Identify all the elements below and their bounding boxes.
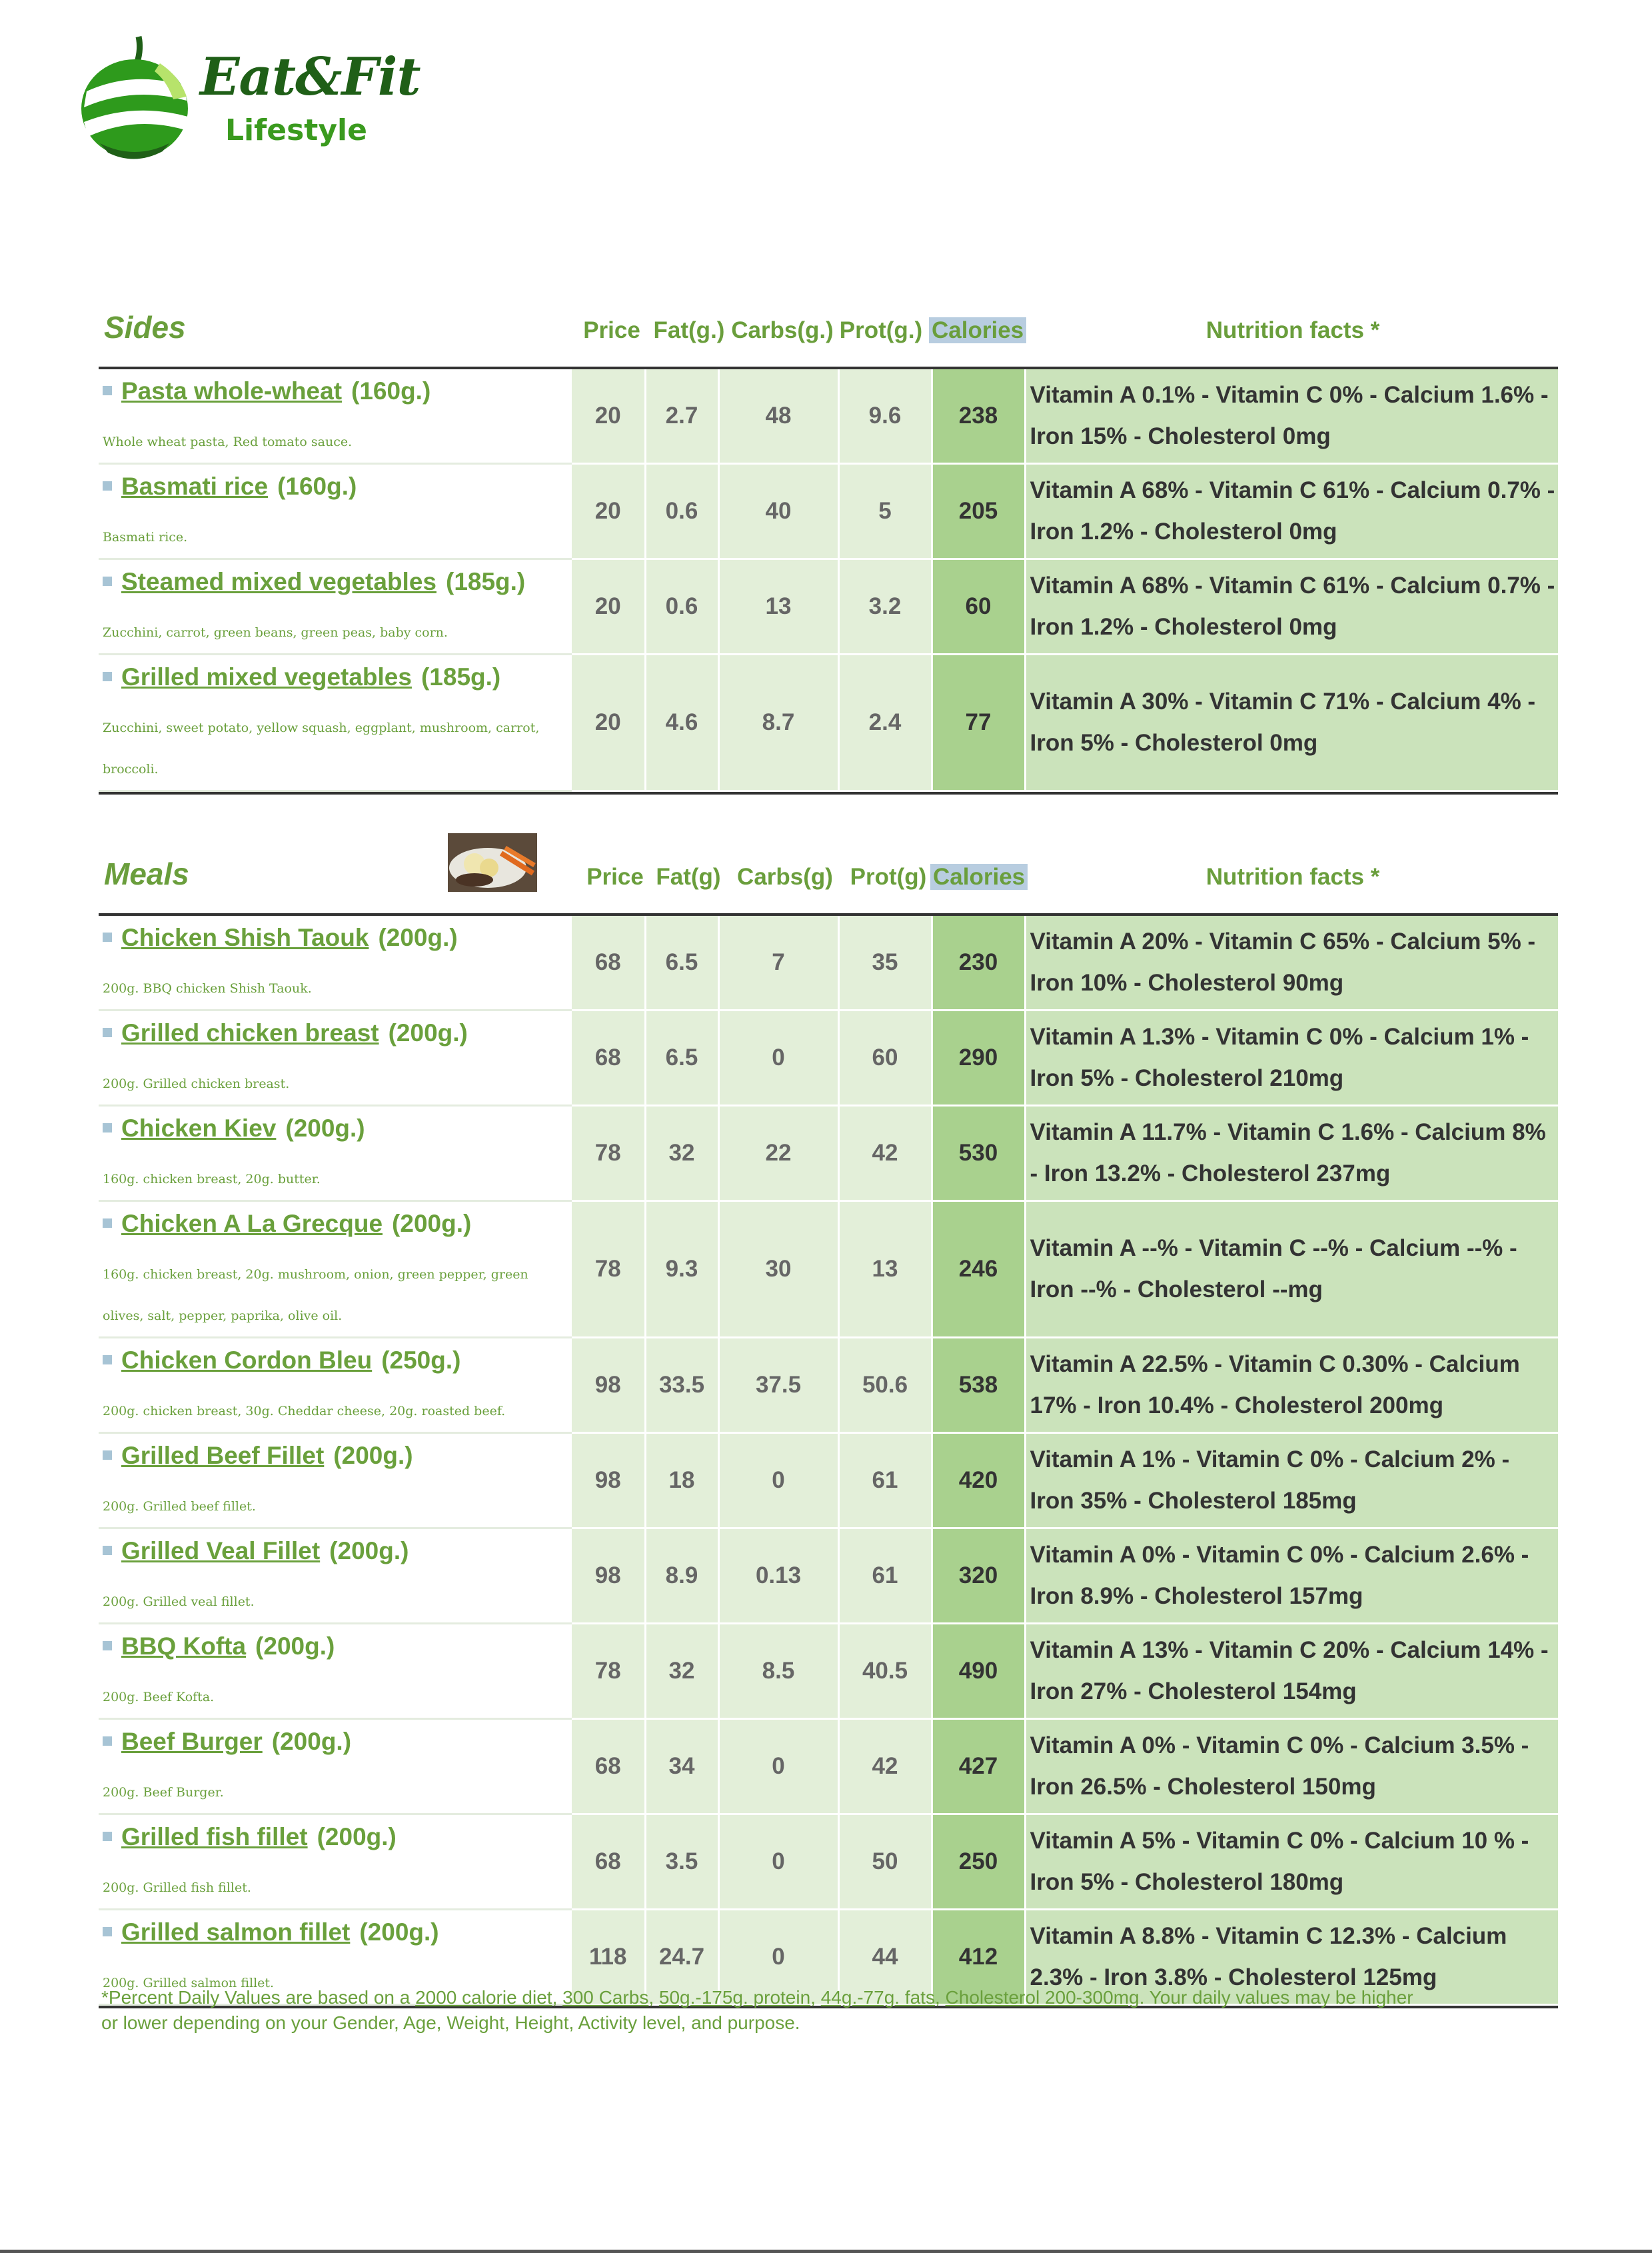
- carbs-cell: 0: [718, 1910, 838, 2005]
- meals-header-prot: Prot(g): [850, 864, 927, 890]
- item-cell: [99, 1528, 572, 1624]
- bullet-icon: [103, 386, 112, 395]
- sides-table: [99, 369, 1558, 792]
- calories-cell: 427: [932, 1719, 1025, 1814]
- item-name-link[interactable]: Grilled salmon fillet: [121, 1918, 351, 1946]
- footnote-link-carbs[interactable]: 300 Carbs: [562, 1987, 649, 2008]
- fat-cell: 4.6: [645, 655, 718, 791]
- nutrition-facts-cell: Vitamin A 1.3% - Vitamin C 0% - Calcium 1% - Iron 5% - Cholesterol 210mg: [1025, 1011, 1558, 1106]
- item-size: (200g.): [285, 1115, 365, 1142]
- item-size: (250g.): [381, 1346, 461, 1374]
- item-description: Basmati rice.: [103, 530, 188, 545]
- item-description: 200g. Beef Burger.: [103, 1785, 224, 1800]
- price-cell: 20: [572, 655, 645, 791]
- item-name-line: [99, 1346, 572, 1374]
- item-name-link[interactable]: Pasta whole-wheat: [121, 377, 343, 405]
- fat-cell: 33.5: [645, 1338, 718, 1433]
- item-name-line: [99, 568, 572, 596]
- item-size: (200g.): [329, 1537, 409, 1564]
- menu-row: [99, 1814, 1558, 1910]
- item-description: 200g. Grilled beef fillet.: [103, 1499, 256, 1514]
- protein-cell: 44: [838, 1910, 932, 2005]
- item-description: Zucchini, carrot, green beans, green peas, baby corn.: [103, 625, 448, 640]
- item-cell: [99, 1011, 572, 1106]
- meals-header-price: Price: [586, 864, 644, 890]
- item-name-line: [99, 473, 572, 501]
- nutrition-facts-cell: Vitamin A 68% - Vitamin C 61% - Calcium 0.7% - Iron 1.2% - Cholesterol 0mg: [1025, 464, 1558, 559]
- item-description: 200g. Grilled chicken breast.: [103, 1077, 290, 1091]
- sides-header-prot: Prot(g.): [839, 317, 923, 343]
- carbs-cell: 0: [718, 1719, 838, 1814]
- protein-cell: 50: [838, 1814, 932, 1910]
- meals-header: [99, 833, 1558, 913]
- meals-header-fat: Fat(g): [656, 864, 721, 890]
- menu-row: [99, 1106, 1558, 1201]
- calories-cell: 77: [932, 655, 1025, 791]
- meals-header-facts: Nutrition facts *: [1206, 864, 1380, 890]
- bullet-icon: [103, 1832, 112, 1841]
- item-size: (200g.): [388, 1019, 468, 1047]
- item-size: (200g.): [359, 1918, 439, 1946]
- item-name-line: [99, 1019, 572, 1047]
- calories-cell: 250: [932, 1814, 1025, 1910]
- carbs-cell: 40: [718, 464, 838, 559]
- item-cell: [99, 916, 572, 1011]
- protein-cell: 9.6: [838, 369, 932, 464]
- bullet-icon: [103, 481, 112, 491]
- item-cell: [99, 464, 572, 559]
- carbs-cell: 0: [718, 1011, 838, 1106]
- price-cell: 78: [572, 1201, 645, 1338]
- price-cell: 68: [572, 1814, 645, 1910]
- bullet-icon: [103, 1641, 112, 1650]
- nutrition-facts-cell: Vitamin A --% - Vitamin C --% - Calcium --% - Iron --% - Cholesterol --mg: [1025, 1201, 1558, 1338]
- item-description: 160g. chicken breast, 20g. mushroom, onion, green pepper, green olives, salt, pepper, paprika, olive oil.: [103, 1267, 528, 1323]
- calories-cell: 490: [932, 1624, 1025, 1719]
- footnote-prefix: *Percent Daily Values are based on a: [101, 1987, 416, 2008]
- protein-cell: 35: [838, 916, 932, 1011]
- sides-header-facts: Nutrition facts *: [1206, 317, 1380, 343]
- nutrition-facts-cell: Vitamin A 22.5% - Vitamin C 0.30% - Calcium 17% - Iron 10.4% - Cholesterol 200mg: [1025, 1338, 1558, 1433]
- brand-name: Eat&Fit: [200, 47, 420, 107]
- calories-cell: 420: [932, 1433, 1025, 1528]
- nutrition-facts-cell: Vitamin A 1% - Vitamin C 0% - Calcium 2% - Iron 35% - Cholesterol 185mg: [1025, 1433, 1558, 1528]
- protein-cell: 42: [838, 1106, 932, 1201]
- protein-cell: 13: [838, 1201, 932, 1338]
- meals-header-carbs: Carbs(g): [737, 864, 833, 890]
- item-cell: [99, 1719, 572, 1814]
- item-description: 200g. Beef Kofta.: [103, 1690, 215, 1704]
- item-size: (160g.): [277, 473, 357, 500]
- meals-section: [99, 833, 1558, 2008]
- price-cell: 20: [572, 464, 645, 559]
- sides-header-carbs: Carbs(g.): [731, 317, 834, 343]
- sides-header-fat: Fat(g.): [653, 317, 725, 343]
- fat-cell: 9.3: [645, 1201, 718, 1338]
- item-cell: [99, 1338, 572, 1433]
- calories-cell: 238: [932, 369, 1025, 464]
- item-cell: [99, 1624, 572, 1719]
- item-name-line: [99, 1115, 572, 1142]
- footnote-sep: ,: [810, 1987, 821, 2008]
- item-size: (185g.): [420, 663, 501, 691]
- menu-row: [99, 1201, 1558, 1338]
- bullet-icon: [103, 1355, 112, 1364]
- nutrition-facts-cell: Vitamin A 30% - Vitamin C 71% - Calcium 4% - Iron 5% - Cholesterol 0mg: [1025, 655, 1558, 791]
- menu-row: [99, 655, 1558, 791]
- fat-cell: 34: [645, 1719, 718, 1814]
- protein-cell: 42: [838, 1719, 932, 1814]
- nutrition-facts-cell: Vitamin A 0.1% - Vitamin C 0% - Calcium 1.6% - Iron 15% - Cholesterol 0mg: [1025, 369, 1558, 464]
- sides-bottom-rule: [99, 792, 1558, 795]
- item-name-line: [99, 1918, 572, 1946]
- price-cell: 118: [572, 1910, 645, 2005]
- item-cell: [99, 655, 572, 791]
- item-name-link[interactable]: Basmati rice: [121, 473, 269, 500]
- calories-cell: 530: [932, 1106, 1025, 1201]
- protein-cell: 2.4: [838, 655, 932, 791]
- protein-cell: 50.6: [838, 1338, 932, 1433]
- calories-cell: 230: [932, 916, 1025, 1011]
- calories-cell: 290: [932, 1011, 1025, 1106]
- carbs-cell: 37.5: [718, 1338, 838, 1433]
- item-name-link[interactable]: Beef Burger: [121, 1728, 263, 1755]
- protein-cell: 60: [838, 1011, 932, 1106]
- menu-row: [99, 1719, 1558, 1814]
- calories-cell: 320: [932, 1528, 1025, 1624]
- apple-logo-icon: [80, 30, 200, 163]
- protein-cell: 40.5: [838, 1624, 932, 1719]
- item-description: 200g. Grilled veal fillet.: [103, 1594, 255, 1609]
- calories-cell: 60: [932, 559, 1025, 655]
- item-name-link[interactable]: Chicken A La Grecque: [121, 1210, 383, 1237]
- protein-cell: 3.2: [838, 559, 932, 655]
- footnote-sep: ,: [552, 1987, 563, 2008]
- item-name-link[interactable]: Grilled Veal Fillet: [121, 1537, 321, 1564]
- price-cell: 20: [572, 369, 645, 464]
- item-name-link[interactable]: Grilled Beef Fillet: [121, 1442, 325, 1469]
- item-cell: [99, 1433, 572, 1528]
- calories-cell: 205: [932, 464, 1025, 559]
- item-size: (160g.): [351, 377, 431, 405]
- menu-row: [99, 1528, 1558, 1624]
- item-cell: [99, 1201, 572, 1338]
- item-name-line: [99, 1210, 572, 1238]
- item-size: (200g.): [378, 924, 458, 951]
- item-name-link[interactable]: Chicken Cordon Bleu: [121, 1346, 373, 1374]
- footnote-sep: ,: [934, 1987, 946, 2008]
- bullet-icon: [103, 1123, 112, 1132]
- sides-header-price: Price: [583, 317, 640, 343]
- nutrition-facts-cell: Vitamin A 68% - Vitamin C 61% - Calcium 0.7% - Iron 1.2% - Cholesterol 0mg: [1025, 559, 1558, 655]
- item-size: (200g.): [317, 1823, 397, 1850]
- fat-cell: 3.5: [645, 1814, 718, 1910]
- item-size: (200g.): [271, 1728, 352, 1755]
- fat-cell: 18: [645, 1433, 718, 1528]
- sides-header-calories: Calories: [929, 317, 1026, 343]
- nutrition-facts-cell: Vitamin A 0% - Vitamin C 0% - Calcium 3.5% - Iron 26.5% - Cholesterol 150mg: [1025, 1719, 1558, 1814]
- sides-section: [99, 287, 1558, 795]
- carbs-cell: 0: [718, 1433, 838, 1528]
- item-cell: [99, 1814, 572, 1910]
- item-description: Whole wheat pasta, Red tomato sauce.: [103, 435, 353, 449]
- nutrition-facts-cell: Vitamin A 20% - Vitamin C 65% - Calcium 5% - Iron 10% - Cholesterol 90mg: [1025, 916, 1558, 1011]
- protein-cell: 5: [838, 464, 932, 559]
- item-name-link[interactable]: BBQ Kofta: [121, 1632, 247, 1660]
- carbs-cell: 48: [718, 369, 838, 464]
- item-cell: [99, 369, 572, 464]
- carbs-cell: 7: [718, 916, 838, 1011]
- protein-cell: 61: [838, 1528, 932, 1624]
- fat-cell: 32: [645, 1624, 718, 1719]
- fat-cell: 6.5: [645, 916, 718, 1011]
- bullet-icon: [103, 672, 112, 681]
- bullet-icon: [103, 1450, 112, 1460]
- price-cell: 98: [572, 1528, 645, 1624]
- carbs-cell: 30: [718, 1201, 838, 1338]
- menu-row: [99, 1624, 1558, 1719]
- item-cell: [99, 1106, 572, 1201]
- menu-row: [99, 1338, 1558, 1433]
- sides-title: Sides: [104, 310, 186, 345]
- calories-cell: 412: [932, 1910, 1025, 2005]
- carbs-cell: 22: [718, 1106, 838, 1201]
- footnote-link-fats[interactable]: 44g.-77g. fats: [820, 1987, 935, 2008]
- item-name-line: [99, 1728, 572, 1756]
- item-size: (200g.): [255, 1632, 335, 1660]
- sides-header: [99, 287, 1558, 367]
- fat-cell: 2.7: [645, 369, 718, 464]
- price-cell: 78: [572, 1106, 645, 1201]
- fat-cell: 24.7: [645, 1910, 718, 2005]
- price-cell: 68: [572, 1011, 645, 1106]
- bullet-icon: [103, 1927, 112, 1936]
- price-cell: 98: [572, 1338, 645, 1433]
- brand-tagline: Lifestyle: [225, 113, 367, 147]
- item-name-link[interactable]: Grilled mixed vegetables: [121, 663, 412, 691]
- item-description: Zucchini, sweet potato, yellow squash, eggplant, mushroom, carrot, broccoli.: [103, 721, 540, 777]
- item-name-line: [99, 1537, 572, 1565]
- item-name-link[interactable]: Chicken Shish Taouk: [121, 924, 369, 951]
- bullet-icon: [103, 1028, 112, 1037]
- bullet-icon: [103, 1546, 112, 1555]
- menu-row: [99, 1011, 1558, 1106]
- item-name-line: [99, 663, 572, 691]
- calories-cell: 538: [932, 1338, 1025, 1433]
- calories-cell: 246: [932, 1201, 1025, 1338]
- item-name-line: [99, 377, 572, 405]
- nutrition-facts-cell: Vitamin A 13% - Vitamin C 20% - Calcium 14% - Iron 27% - Cholesterol 154mg: [1025, 1624, 1558, 1719]
- price-cell: 20: [572, 559, 645, 655]
- item-name-line: [99, 1823, 572, 1851]
- item-name-line: [99, 1442, 572, 1470]
- footnote: [101, 1985, 1434, 2036]
- item-description: 160g. chicken breast, 20g. butter.: [103, 1172, 321, 1186]
- item-description: 200g. BBQ chicken Shish Taouk.: [103, 981, 312, 996]
- footnote-link-cholesterol[interactable]: Cholesterol 200-300mg: [945, 1987, 1140, 2008]
- item-cell: [99, 559, 572, 655]
- bullet-icon: [103, 1736, 112, 1746]
- footnote-sep: ,: [648, 1987, 659, 2008]
- bullet-icon: [103, 577, 112, 586]
- footnote-suffix: . Your daily values may be higher or lower depending on your Gender, Age, Weight, Height, Activity level, and purpose.: [101, 1987, 1413, 2033]
- item-size: (185g.): [446, 568, 526, 595]
- nutrition-facts-cell: Vitamin A 5% - Vitamin C 0% - Calcium 10 % - Iron 5% - Cholesterol 180mg: [1025, 1814, 1558, 1910]
- page-bottom-border: [0, 2250, 1652, 2253]
- menu-row: [99, 1433, 1558, 1528]
- carbs-cell: 8.5: [718, 1624, 838, 1719]
- carbs-cell: 0: [718, 1814, 838, 1910]
- item-name-line: [99, 924, 572, 952]
- item-description: 200g. chicken breast, 30g. Cheddar cheese, 20g. roasted beef.: [103, 1404, 506, 1418]
- fat-cell: 6.5: [645, 1011, 718, 1106]
- footnote-link-protein[interactable]: 50g.-175g. protein: [658, 1987, 811, 2008]
- nutrition-facts-cell: Vitamin A 11.7% - Vitamin C 1.6% - Calcium 8% - Iron 13.2% - Cholesterol 237mg: [1025, 1106, 1558, 1201]
- fat-cell: 8.9: [645, 1528, 718, 1624]
- item-size: (200g.): [333, 1442, 413, 1469]
- carbs-cell: 0.13: [718, 1528, 838, 1624]
- price-cell: 68: [572, 1719, 645, 1814]
- meals-header-calories: Calories: [930, 864, 1028, 890]
- protein-cell: 61: [838, 1433, 932, 1528]
- menu-row: [99, 559, 1558, 655]
- item-size: (200g.): [392, 1210, 472, 1237]
- item-name-link[interactable]: Steamed mixed vegetables: [121, 568, 436, 595]
- menu-row: [99, 464, 1558, 559]
- item-name-line: [99, 1632, 572, 1660]
- carbs-cell: 8.7: [718, 655, 838, 791]
- price-cell: 78: [572, 1624, 645, 1719]
- item-description: 200g. Grilled fish fillet.: [103, 1880, 251, 1895]
- price-cell: 68: [572, 916, 645, 1011]
- item-name-link[interactable]: Grilled fish fillet: [121, 1823, 308, 1850]
- fat-cell: 0.6: [645, 559, 718, 655]
- bullet-icon: [103, 1218, 112, 1228]
- item-description: 200g. Grilled salmon fillet.: [103, 1976, 275, 1990]
- menu-row: [99, 916, 1558, 1011]
- carbs-cell: 13: [718, 559, 838, 655]
- menu-row: [99, 369, 1558, 464]
- footnote-link-calories[interactable]: 2000 calorie diet: [415, 1987, 552, 2008]
- bullet-icon: [103, 933, 112, 942]
- price-cell: 98: [572, 1433, 645, 1528]
- item-name-link[interactable]: Chicken Kiev: [121, 1115, 277, 1142]
- item-name-link[interactable]: Grilled chicken breast: [121, 1019, 379, 1047]
- nutrition-facts-cell: Vitamin A 8.8% - Vitamin C 12.3% - Calcium 2.3% - Iron 3.8% - Cholesterol 125mg: [1025, 1910, 1558, 2005]
- fat-cell: 0.6: [645, 464, 718, 559]
- meal-photo-icon: [448, 833, 537, 892]
- meals-title: Meals: [104, 857, 189, 891]
- meals-table: [99, 916, 1558, 2006]
- fat-cell: 32: [645, 1106, 718, 1201]
- nutrition-facts-cell: Vitamin A 0% - Vitamin C 0% - Calcium 2.6% - Iron 8.9% - Cholesterol 157mg: [1025, 1528, 1558, 1624]
